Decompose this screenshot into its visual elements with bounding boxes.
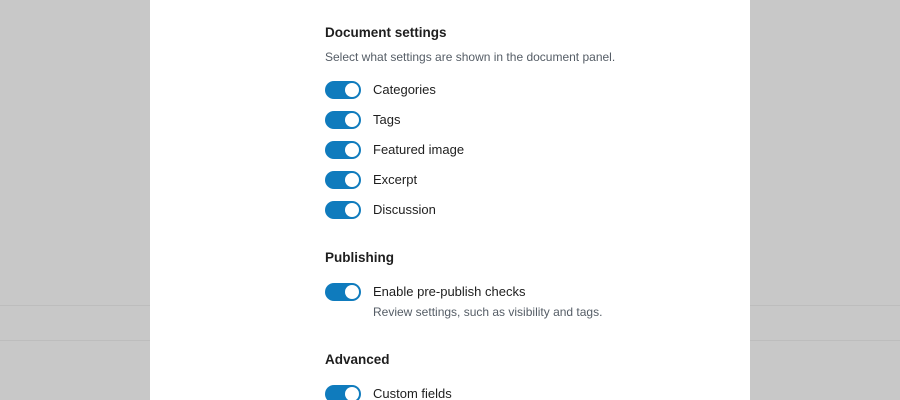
setting-row-categories[interactable] (325, 80, 710, 99)
setting-label-pre-publish-checks: Enable pre-publish checks (373, 283, 526, 299)
setting-label-discussion: Discussion (373, 201, 436, 217)
toggle-list-publishing (325, 282, 710, 321)
setting-text-categories (373, 80, 436, 99)
section-document-settings (325, 24, 710, 219)
section-title-document-settings: Document settings (325, 25, 447, 40)
setting-text-featured-image (373, 140, 464, 159)
section-advanced (325, 351, 710, 400)
setting-label-tags: Tags (373, 111, 401, 127)
toggle-categories[interactable] (325, 81, 361, 99)
setting-label-featured-image: Featured image (373, 141, 465, 157)
setting-text-tags (373, 110, 400, 129)
section-spacer (325, 219, 710, 249)
setting-label-categories: Categories (373, 81, 436, 97)
setting-label-custom-fields: Custom fields (373, 386, 452, 400)
setting-text-custom-fields (373, 384, 452, 400)
setting-row-custom-fields[interactable] (325, 384, 710, 400)
setting-text-pre-publish-checks (373, 282, 602, 321)
setting-row-excerpt[interactable] (325, 170, 710, 189)
setting-row-featured-image[interactable] (325, 140, 710, 159)
setting-text-discussion (373, 200, 436, 219)
section-title-publishing: Publishing (325, 249, 394, 265)
section-description-document-settings: Select what settings are shown in the document panel. (325, 49, 616, 64)
section-title-advanced: Advanced (325, 352, 390, 368)
setting-row-tags[interactable] (325, 110, 710, 129)
preferences-panel-content (150, 0, 750, 400)
toggle-knob-icon (345, 387, 359, 400)
preferences-panel (150, 0, 750, 400)
toggle-custom-fields[interactable] (325, 385, 361, 400)
toggle-discussion[interactable] (325, 201, 361, 219)
setting-help-pre-publish-checks: Review settings, such as visibility and tags. (373, 304, 603, 319)
setting-row-discussion[interactable] (325, 200, 710, 219)
toggle-featured-image[interactable] (325, 141, 361, 159)
toggle-knob-icon (345, 173, 359, 187)
setting-row-pre-publish-checks[interactable] (325, 282, 710, 321)
section-spacer (325, 321, 710, 351)
toggle-knob-icon (345, 285, 359, 299)
toggle-knob-icon (345, 203, 359, 217)
toggle-list-document-settings (325, 80, 710, 219)
setting-label-excerpt: Excerpt (373, 171, 418, 187)
toggle-pre-publish-checks[interactable] (325, 283, 361, 301)
toggle-excerpt[interactable] (325, 171, 361, 189)
setting-text-excerpt (373, 170, 417, 189)
toggle-knob-icon (345, 113, 359, 127)
toggle-tags[interactable] (325, 111, 361, 129)
section-publishing (325, 249, 710, 321)
toggle-list-advanced (325, 384, 710, 400)
toggle-knob-icon (345, 143, 359, 157)
toggle-knob-icon (345, 83, 359, 97)
